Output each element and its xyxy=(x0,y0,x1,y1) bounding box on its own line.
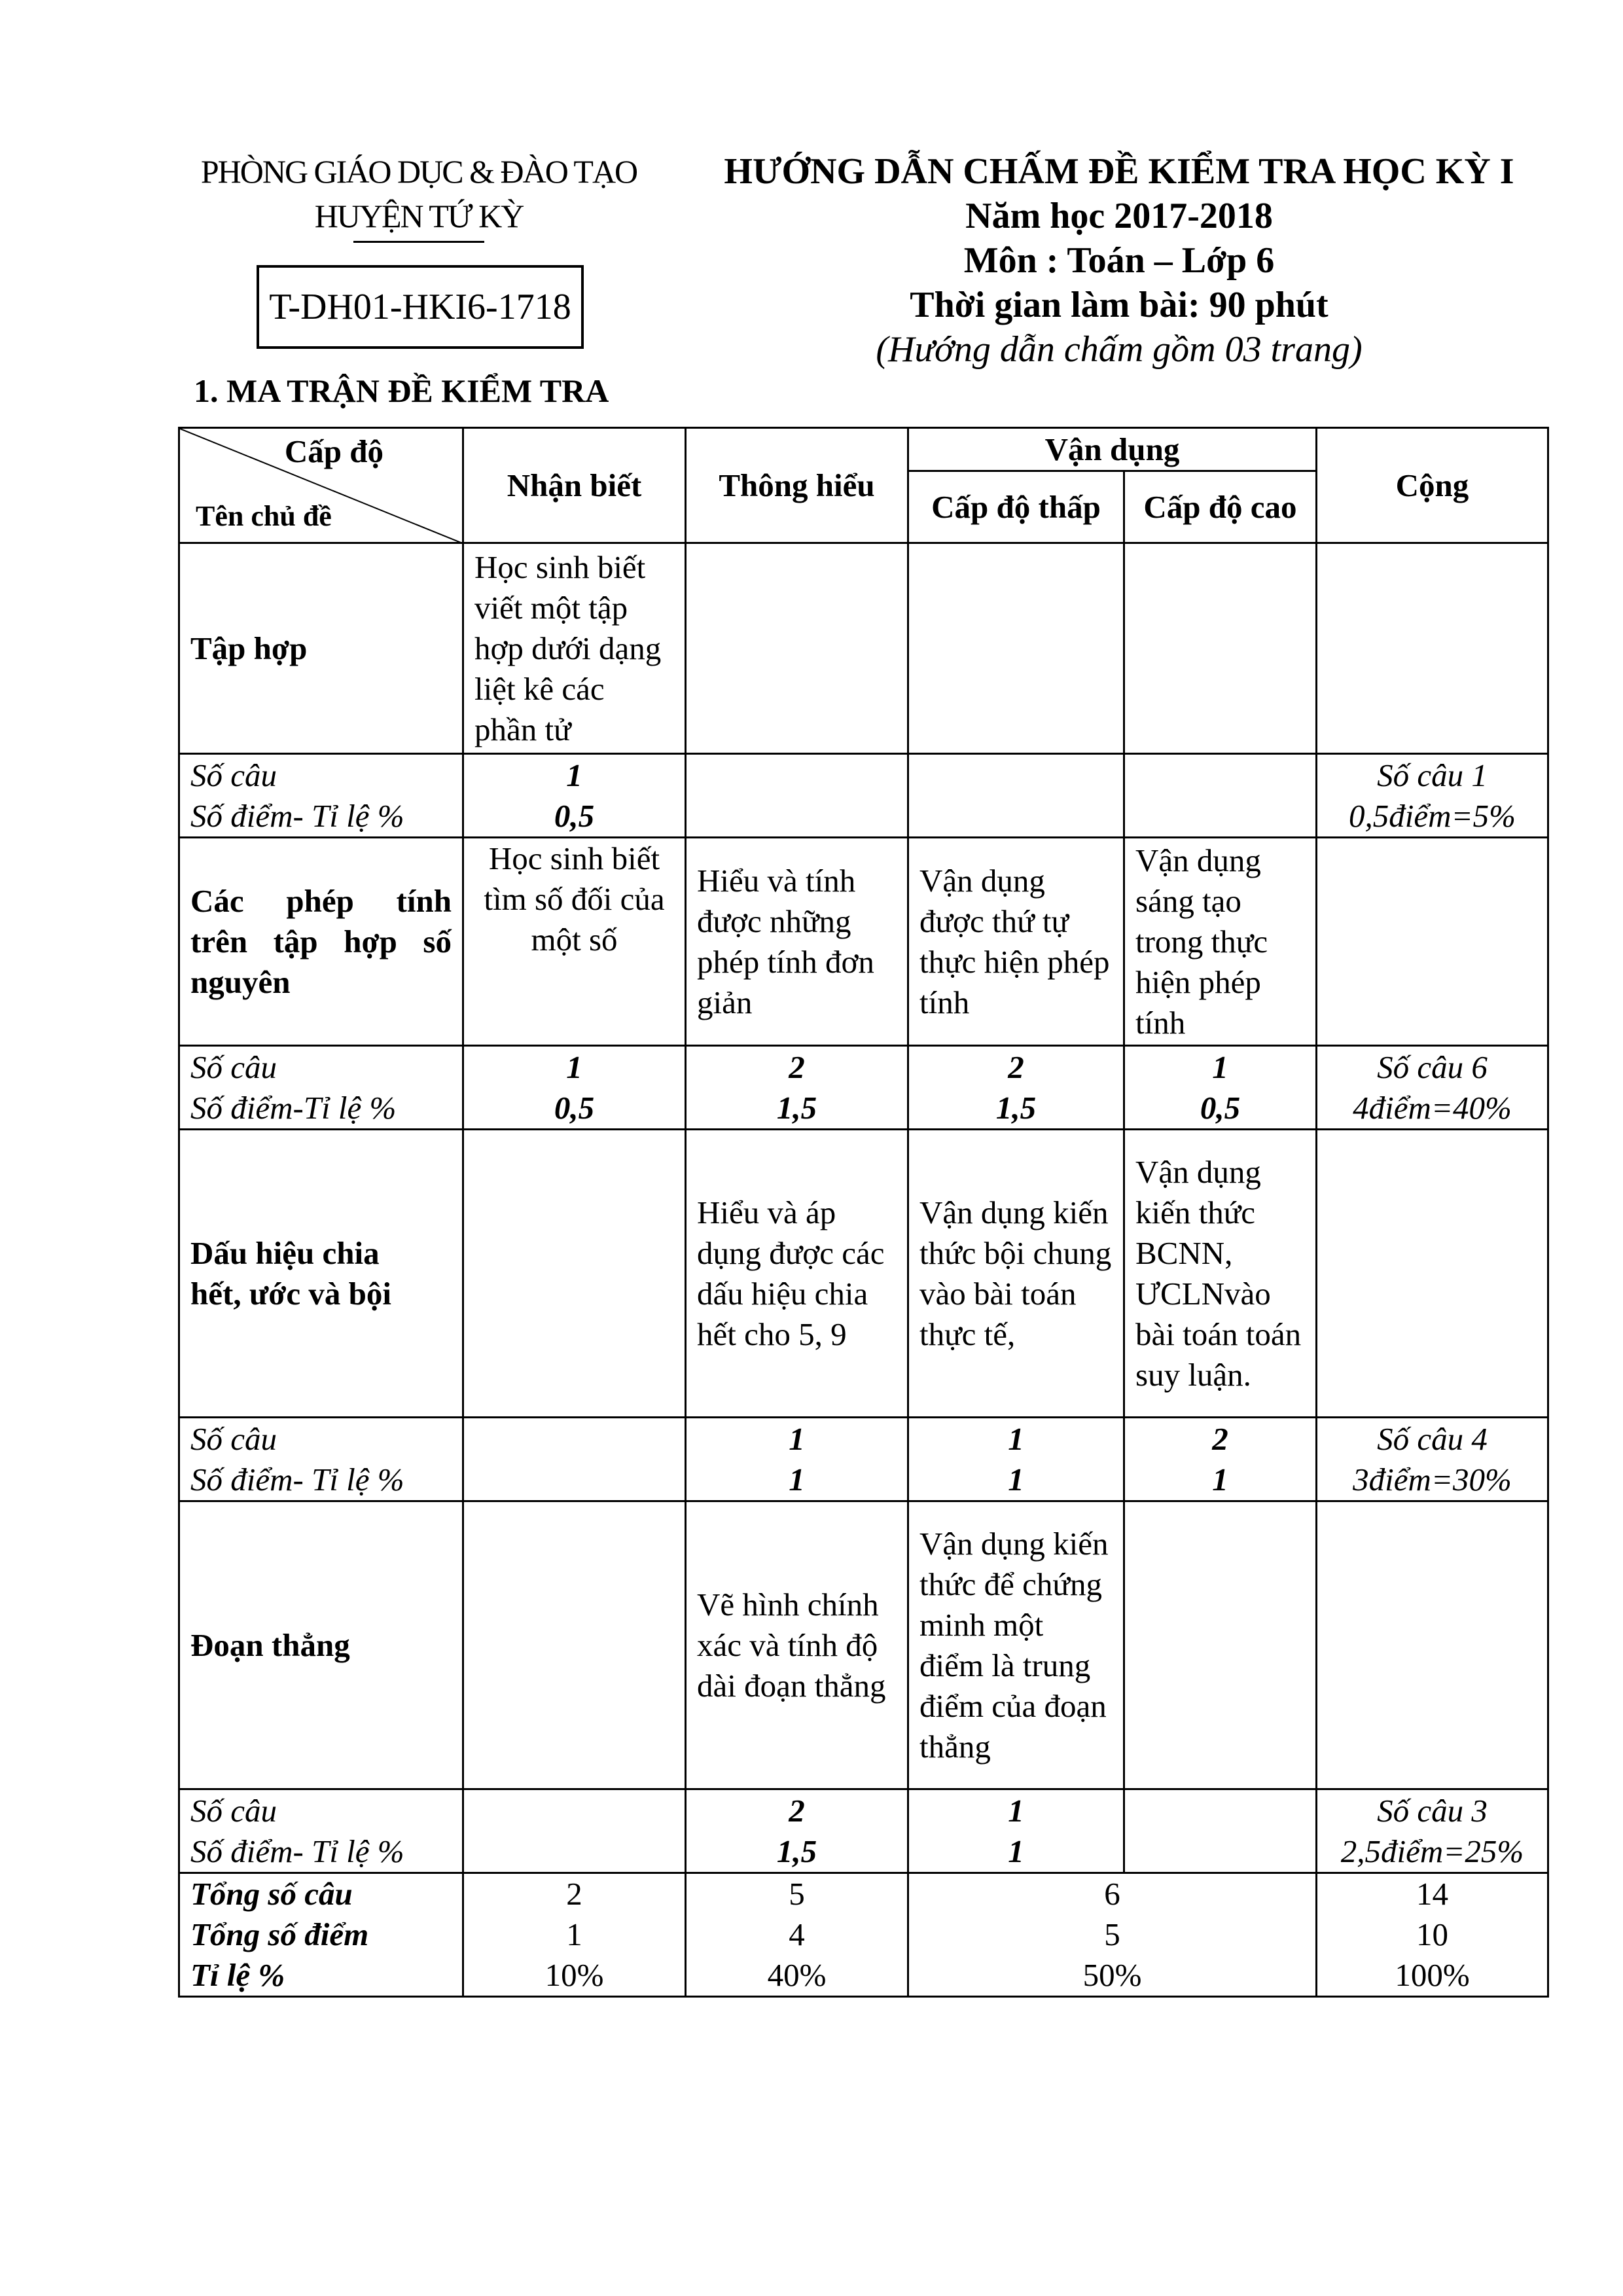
totals-nhan-biet xyxy=(463,1873,686,1997)
th-values-cell xyxy=(686,1789,908,1873)
org-line-1: PHÒNG GIÁO DỤC & ĐÀO TẠO xyxy=(200,153,637,190)
vt-cau: 1 xyxy=(1008,1792,1024,1829)
document-code-box: T-DH01-HKI6-1718 xyxy=(257,265,584,349)
total-value: 5 xyxy=(789,1876,805,1912)
vc-values-cell xyxy=(1124,754,1317,838)
col-van-dung: Vận dụng xyxy=(908,428,1317,471)
label-so-cau: Số câu xyxy=(190,757,277,793)
total-diem: 0,5điểm=5% xyxy=(1349,797,1516,834)
total-values-cell xyxy=(1317,754,1548,838)
cong-cell xyxy=(1317,1130,1548,1418)
label-so-cau: Số câu xyxy=(190,1420,277,1457)
totals-thong-hieu xyxy=(686,1873,908,1997)
vt-values-cell xyxy=(908,1789,1124,1873)
topic-cell xyxy=(179,838,463,1046)
totals-label-cell xyxy=(179,1873,463,1997)
col-thong-hieu: Thông hiểu xyxy=(686,428,908,543)
label-cell xyxy=(179,1418,463,1501)
topic-line-2: hết, ước và bội xyxy=(190,1275,391,1312)
topic-line-3: nguyên xyxy=(190,963,291,1000)
school-year: Năm học 2017-2018 xyxy=(965,196,1273,236)
header-title-block xyxy=(687,149,1551,372)
header-organization xyxy=(177,149,661,243)
nb-diem: 0,5 xyxy=(554,797,595,834)
vc-cau: 2 xyxy=(1212,1420,1228,1457)
label-so-diem: Số điểm-Tỉ lệ % xyxy=(190,1089,397,1126)
topic-cell: Đoạn thẳng xyxy=(179,1501,463,1789)
cap-do-thap-cell: Vận dụng được thứ tự thực hiện phép tính xyxy=(908,838,1124,1046)
topic-line-2: trên tập hợp số xyxy=(190,923,452,960)
corner-bottom-label: Tên chủ đề xyxy=(196,500,332,532)
total-value: 1 xyxy=(566,1916,582,1952)
table-row xyxy=(179,1130,1548,1418)
table-row xyxy=(179,754,1548,838)
total-value: 40% xyxy=(767,1957,827,1993)
cap-do-cao-cell: Vận dụng sáng tạo trong thực hiện phép tính xyxy=(1124,838,1317,1046)
total-value: 5 xyxy=(1104,1916,1120,1952)
cap-do-thap-cell xyxy=(908,543,1124,754)
th-cau: 2 xyxy=(789,1049,805,1085)
total-values-cell xyxy=(1317,1418,1548,1501)
nb-cau: 1 xyxy=(566,1049,582,1085)
th-values-cell xyxy=(686,754,908,838)
vt-diem: 1 xyxy=(1008,1461,1024,1498)
corner-top-label: Cấp độ xyxy=(284,433,383,469)
nhan-biet-cell: Học sinh biết tìm số đối của một số xyxy=(463,838,686,1046)
org-line-2: HUYỆN TỨ KỲ xyxy=(314,198,524,234)
label-so-diem: Số điểm- Tỉ lệ % xyxy=(190,1461,404,1498)
table-row xyxy=(179,543,1548,754)
topic-cell xyxy=(179,1130,463,1418)
nb-values-cell xyxy=(463,754,686,838)
section-title: 1. MA TRẬN ĐỀ KIỂM TRA xyxy=(194,372,609,409)
vt-values-cell xyxy=(908,1046,1124,1130)
vt-values-cell xyxy=(908,754,1124,838)
topic-line-1: Dấu hiệu chia xyxy=(190,1234,380,1271)
nb-values-cell xyxy=(463,1789,686,1873)
thong-hieu-cell: Vẽ hình chính xác và tính độ dài đoạn thẳng xyxy=(686,1501,908,1789)
total-value: 6 xyxy=(1104,1876,1120,1912)
total-value: 10% xyxy=(544,1957,604,1993)
vt-cau: 1 xyxy=(1008,1420,1024,1457)
table-row xyxy=(179,1501,1548,1789)
total-diem: 4điểm=40% xyxy=(1353,1089,1512,1126)
total-cau: Số câu 3 xyxy=(1377,1792,1488,1829)
vc-diem: 1 xyxy=(1212,1461,1228,1498)
pages-note: (Hướng dẫn chấm gồm 03 trang) xyxy=(876,329,1363,370)
label-cell xyxy=(179,1046,463,1130)
label-cell xyxy=(179,754,463,838)
label-tong-so-diem: Tổng số điểm xyxy=(190,1916,369,1952)
label-cell xyxy=(179,1789,463,1873)
label-so-cau: Số câu xyxy=(190,1792,277,1829)
table-header-row xyxy=(179,428,1548,471)
label-tong-so-cau: Tổng số câu xyxy=(190,1876,353,1912)
th-diem: 1,5 xyxy=(776,1089,817,1126)
col-cong: Cộng xyxy=(1317,428,1548,543)
nb-diem: 0,5 xyxy=(554,1089,595,1126)
total-diem: 2,5điểm=25% xyxy=(1340,1833,1524,1869)
total-value: 14 xyxy=(1416,1876,1448,1912)
nb-values-cell xyxy=(463,1418,686,1501)
vc-cau: 1 xyxy=(1212,1049,1228,1085)
total-value: 10 xyxy=(1416,1916,1448,1952)
corner-header-cell xyxy=(179,428,463,543)
th-diem: 1 xyxy=(789,1461,805,1498)
duration-line: Thời gian làm bài: 90 phút xyxy=(910,285,1329,325)
thong-hieu-cell: Hiểu và tính được những phép tính đơn giản xyxy=(686,838,908,1046)
label-ti-le: Tỉ lệ % xyxy=(190,1957,285,1993)
vc-diem: 0,5 xyxy=(1200,1089,1241,1126)
table-row xyxy=(179,1418,1548,1501)
vc-values-cell xyxy=(1124,1789,1317,1873)
vc-values-cell xyxy=(1124,1418,1317,1501)
totals-row xyxy=(179,1873,1548,1997)
total-values-cell xyxy=(1317,1046,1548,1130)
thong-hieu-cell xyxy=(686,543,908,754)
col-cap-do-thap: Cấp độ thấp xyxy=(908,471,1124,543)
table-row xyxy=(179,1046,1548,1130)
subject-line: Môn : Toán – Lớp 6 xyxy=(963,240,1275,281)
totals-cong xyxy=(1317,1873,1548,1997)
topic-line-1: Các phép tính xyxy=(190,882,452,919)
total-value: 2 xyxy=(566,1876,582,1912)
thong-hieu-cell: Hiểu và áp dụng được các dấu hiệu chia hết cho 5, 9 xyxy=(686,1130,908,1418)
cap-do-cao-cell xyxy=(1124,543,1317,754)
total-values-cell xyxy=(1317,1789,1548,1873)
org-underline xyxy=(353,241,484,243)
cong-cell xyxy=(1317,1501,1548,1789)
th-cau: 1 xyxy=(789,1420,805,1457)
vt-cau: 2 xyxy=(1008,1049,1024,1085)
total-cau: Số câu 4 xyxy=(1377,1420,1488,1457)
table-row xyxy=(179,838,1548,1046)
nb-cau: 1 xyxy=(566,757,582,793)
total-value: 50% xyxy=(1082,1957,1142,1993)
th-diem: 1,5 xyxy=(776,1833,817,1869)
cap-do-thap-cell: Vận dụng kiến thức bội chung vào bài toán thực tế, xyxy=(908,1130,1124,1418)
vt-diem: 1,5 xyxy=(995,1089,1037,1126)
doc-title: HƯỚNG DẪN CHẤM ĐỀ KIỂM TRA HỌC KỲ I xyxy=(724,151,1514,192)
total-value: 4 xyxy=(789,1916,805,1952)
vc-values-cell xyxy=(1124,1046,1317,1130)
vt-diem: 1 xyxy=(1008,1833,1024,1869)
th-values-cell xyxy=(686,1046,908,1130)
topic-cell: Tập hợp xyxy=(179,543,463,754)
total-cau: Số câu 6 xyxy=(1377,1049,1488,1085)
cong-cell xyxy=(1317,543,1548,754)
cap-do-cao-cell: Vận dụng kiến thức BCNN, ƯCLNvào bài toán toán suy luận. xyxy=(1124,1130,1317,1418)
nhan-biet-cell xyxy=(463,1130,686,1418)
label-so-diem: Số điểm- Tỉ lệ % xyxy=(190,1833,404,1869)
table-row xyxy=(179,1789,1548,1873)
cap-do-cao-cell xyxy=(1124,1501,1317,1789)
total-diem: 3điểm=30% xyxy=(1353,1461,1512,1498)
totals-van-dung xyxy=(908,1873,1317,1997)
cap-do-thap-cell: Vận dụng kiến thức để chứng minh một điểm là trung điểm của đoạn thẳng xyxy=(908,1501,1124,1789)
th-values-cell xyxy=(686,1418,908,1501)
vt-values-cell xyxy=(908,1418,1124,1501)
cong-cell xyxy=(1317,838,1548,1046)
total-value: 100% xyxy=(1395,1957,1470,1993)
label-so-diem: Số điểm- Tỉ lệ % xyxy=(190,797,404,834)
nb-values-cell xyxy=(463,1046,686,1130)
label-so-cau: Số câu xyxy=(190,1049,277,1085)
col-nhan-biet: Nhận biết xyxy=(463,428,686,543)
nhan-biet-cell xyxy=(463,1501,686,1789)
nhan-biet-cell: Học sinh biết viết một tập hợp dưới dạng liệt kê các phần tử xyxy=(463,543,686,754)
total-cau: Số câu 1 xyxy=(1377,757,1488,793)
test-matrix-table xyxy=(178,427,1549,1998)
th-cau: 2 xyxy=(789,1792,805,1829)
col-cap-do-cao: Cấp độ cao xyxy=(1124,471,1317,543)
